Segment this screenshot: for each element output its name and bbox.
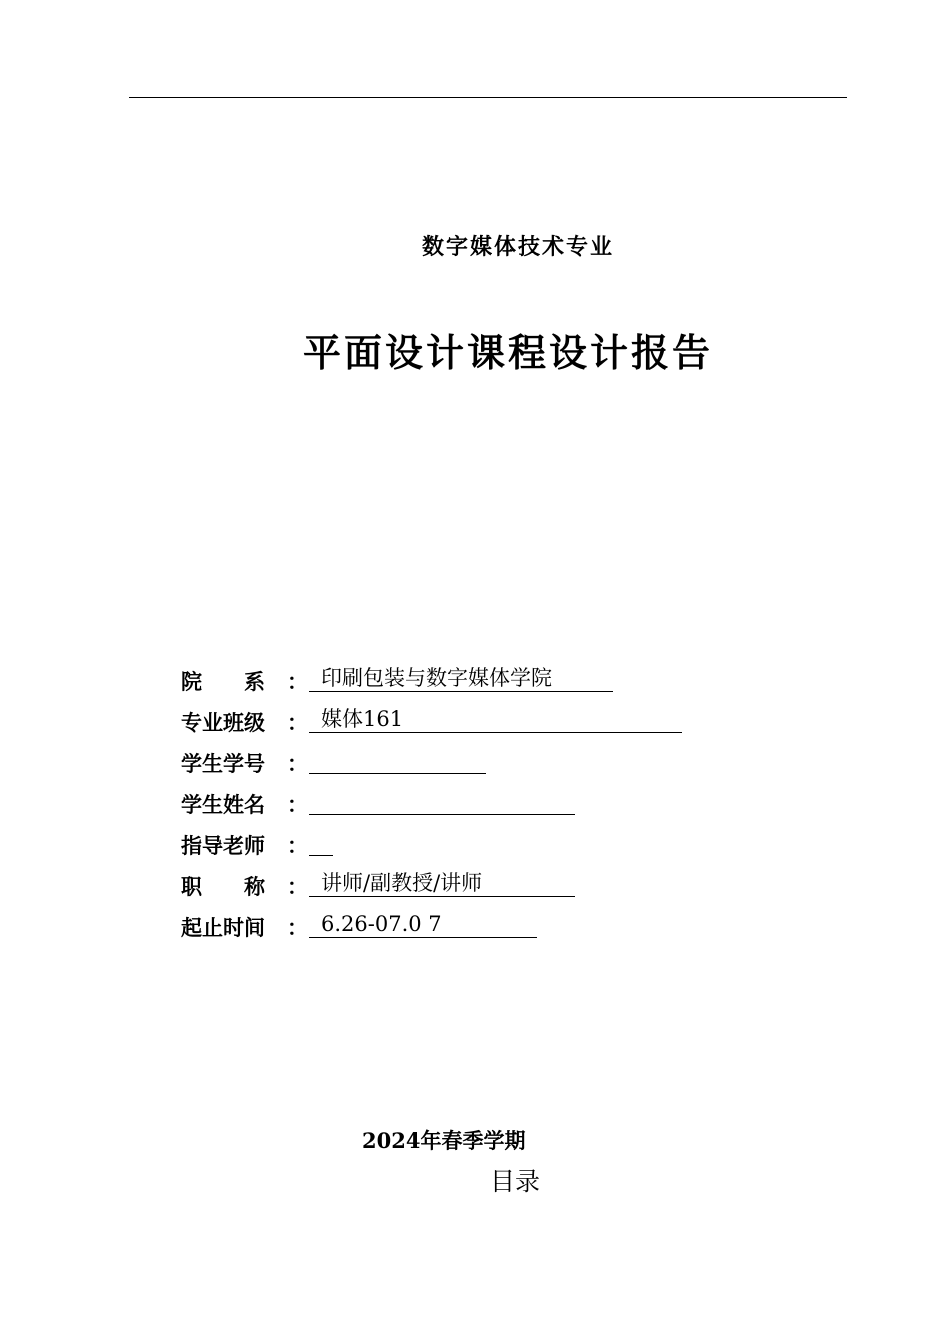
advisor-label: 指导老师 [181, 833, 265, 858]
student-name-label: 学生姓名 [181, 792, 265, 817]
semester-term: 2024年春季学期 [362, 1128, 526, 1153]
student-id-value [309, 748, 486, 774]
advisor-value [309, 830, 333, 856]
rank-label: 职 称 [181, 874, 265, 899]
class-value: 媒体161 [309, 707, 682, 733]
toc-heading: 目录 [490, 1167, 541, 1196]
colon: ： [287, 915, 308, 940]
class-label: 专业班级 [181, 710, 265, 735]
colon: ： [287, 751, 308, 776]
major-heading: 数字媒体技术专业 [421, 234, 614, 260]
department-value: 印刷包装与数字媒体学院 [309, 666, 613, 692]
period-value: 6.26-07.0 7 [309, 912, 537, 938]
student-id-label: 学生学号 [181, 751, 265, 776]
colon: ： [287, 874, 308, 899]
period-label: 起止时间 [181, 915, 265, 940]
header-rule [129, 97, 847, 98]
student-name-value [309, 789, 575, 815]
colon: ： [287, 792, 308, 817]
colon: ： [287, 669, 308, 694]
report-title: 平面设计课程设计报告 [303, 330, 714, 375]
colon: ： [287, 833, 308, 858]
colon: ： [287, 710, 308, 735]
rank-value: 讲师/副教授/讲师 [309, 871, 575, 897]
department-label: 院 系 [181, 669, 265, 694]
